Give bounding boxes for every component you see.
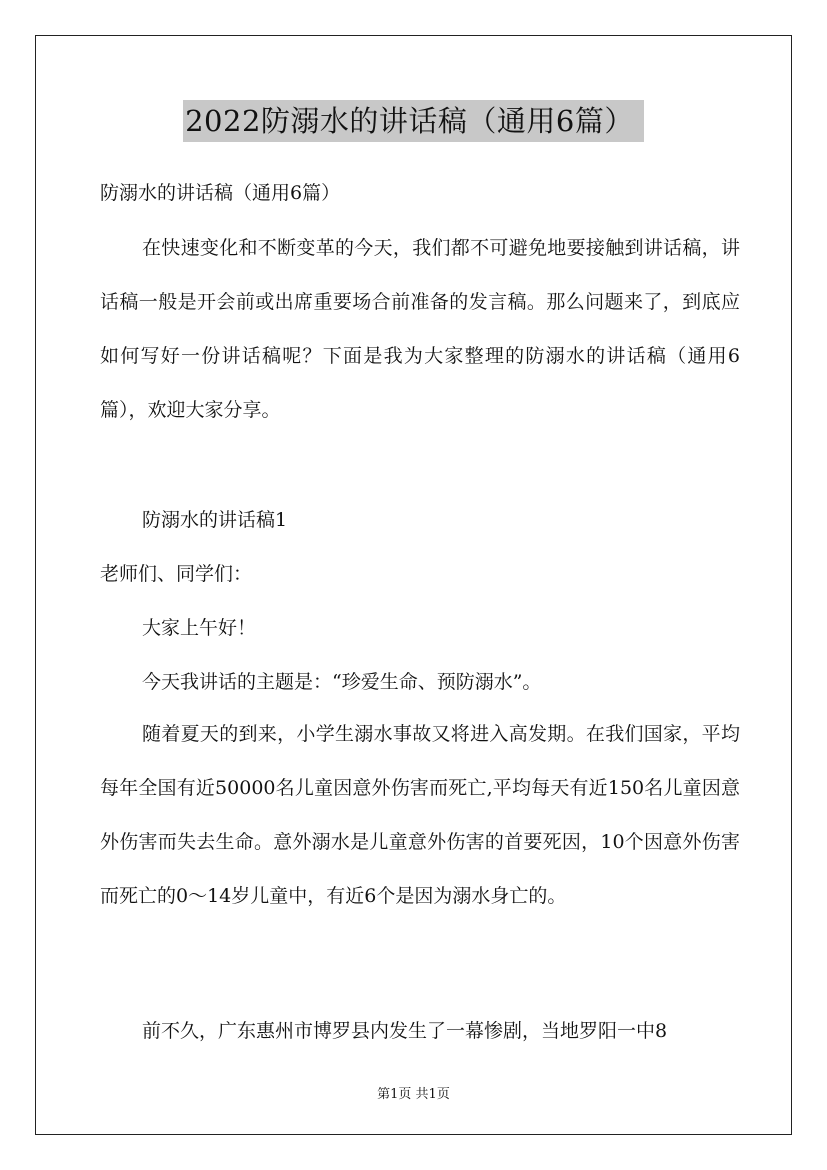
intro-paragraph: 在快速变化和不断变革的今天，我们都不可避免地要接触到讲话稿，讲话稿一般是开会前或出席重要场合前准备的发言稿。那么问题来了，到底应如何写好一份讲话稿呢？下面是我为大家整理的防溺水的讲话稿（通用6篇），欢迎大家分享。 <box>100 237 740 421</box>
body-paragraph-2: 前不久，广东惠州市博罗县内发生了一幕惨剧，当地罗阳一中8 <box>142 1020 668 1042</box>
section-heading: 防溺水的讲话稿1 <box>142 509 288 531</box>
title-container <box>0 100 827 142</box>
speech-theme: 今天我讲话的主题是：“珍爱生命、预防溺水”。 <box>142 671 542 693</box>
salutation: 老师们、同学们： <box>100 563 253 585</box>
page-number-label: 第1页 共1页 <box>377 1087 450 1102</box>
page-footer <box>0 1083 827 1102</box>
document-subtitle: 防溺水的讲话稿（通用6篇） <box>100 182 341 204</box>
body-paragraph-1: 随着夏天的到来，小学生溺水事故又将进入高发期。在我们国家，平均每年全国有近50000名儿童因意外伤害而死亡,平均每天有近150名儿童因意外伤害而失去生命。意外溺水是儿童意外伤害的首要死因，10个因意外伤害而死亡的0～14岁儿童中，有近6个是因为溺水身亡的。 <box>100 723 740 907</box>
greeting: 大家上午好！ <box>142 617 257 639</box>
document-title: 2022防溺水的讲话稿（通用6篇） <box>183 100 644 142</box>
